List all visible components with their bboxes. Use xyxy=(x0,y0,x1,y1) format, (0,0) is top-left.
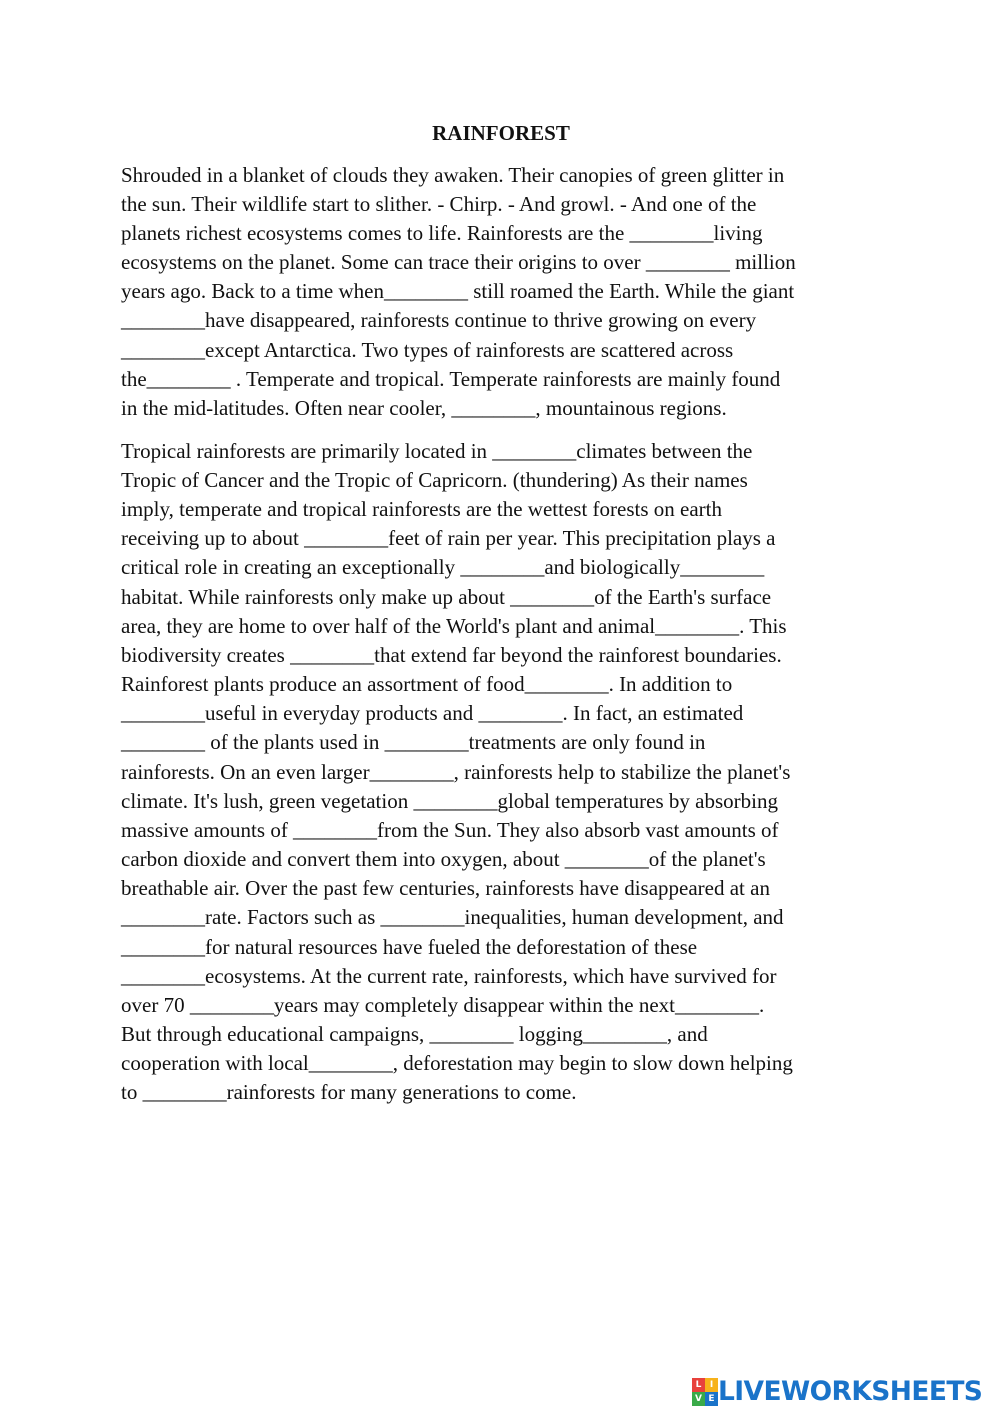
logo-tile-l: L xyxy=(692,1378,705,1392)
logo-tile-e: E xyxy=(705,1392,718,1406)
worksheet-title: RAINFOREST xyxy=(432,121,570,145)
liveworksheets-logo-icon xyxy=(692,1378,718,1406)
liveworksheets-brand xyxy=(692,1372,982,1412)
paragraph-1: Shrouded in a blanket of clouds they awaken. Their canopies of green glitter in the sun. Their wildlife start to slither. - Chirp. - And growl. - And one of the planets richest ecosystems comes to life. Rainforests are the ________living ecosystems on the planet. Some can trace their origins to over ________ million years ago. Back to a time when________ still roamed the Earth. While the giant ________have disappeared, rainforests continue to thrive growing on every ________except Antarctica. Two types of rainforests are scattered across the________ . Temperate and tropical. Temperate rainforests are mainly found in the mid-latitudes. Often near cooler, ________, mountainous regions. xyxy=(121,163,796,420)
worksheet xyxy=(121,118,881,1107)
brand-text: LIVEWORKSHEETS xyxy=(718,1376,983,1407)
logo-tile-i: I xyxy=(705,1378,718,1392)
logo-tile-v: V xyxy=(692,1392,705,1406)
paragraph-2: Tropical rainforests are primarily located in ________climates between the Tropic of Cancer and the Tropic of Capricorn. (thundering) As their names imply, temperate and tropical rainforests are the wettest forests on earth receiving up to about ________feet of rain per year. This precipitation plays a critical role in creating an exceptionally ________and biologically________ habitat. While rainforests only make up about ________of the Earth's surface area, they are home to over half of the World's plant and animal________. This biodiversity creates ________that extend far beyond the rainforest boundaries. Rainforest plants produce an assortment of food________. In addition to ________useful in everyday products and ________. In fact, an estimated ________ of the plants used in ________treatments are only found in rainforests. On an even larger________, rainforests help to stabilize the planet's climate. It's lush, green vegetation ________global temperatures by absorbing massive amounts of ________from the Sun. They also absorb vast amounts of carbon dioxide and convert them into oxygen, about ________of the planet's breathable air. Over the past few centuries, rainforests have disappeared at an ________rate. Factors such as ________inequalities, human development, and ________for natural resources have fueled the deforestation of these ________ecosystems. At the current rate, rainforests, which have survived for over 70 ________years may completely disappear within the next________. But through educational campaigns, ________ logging________, and cooperation with local________, deforestation may begin to slow down helping to ________rainforests for many generations to come. xyxy=(121,438,793,1105)
